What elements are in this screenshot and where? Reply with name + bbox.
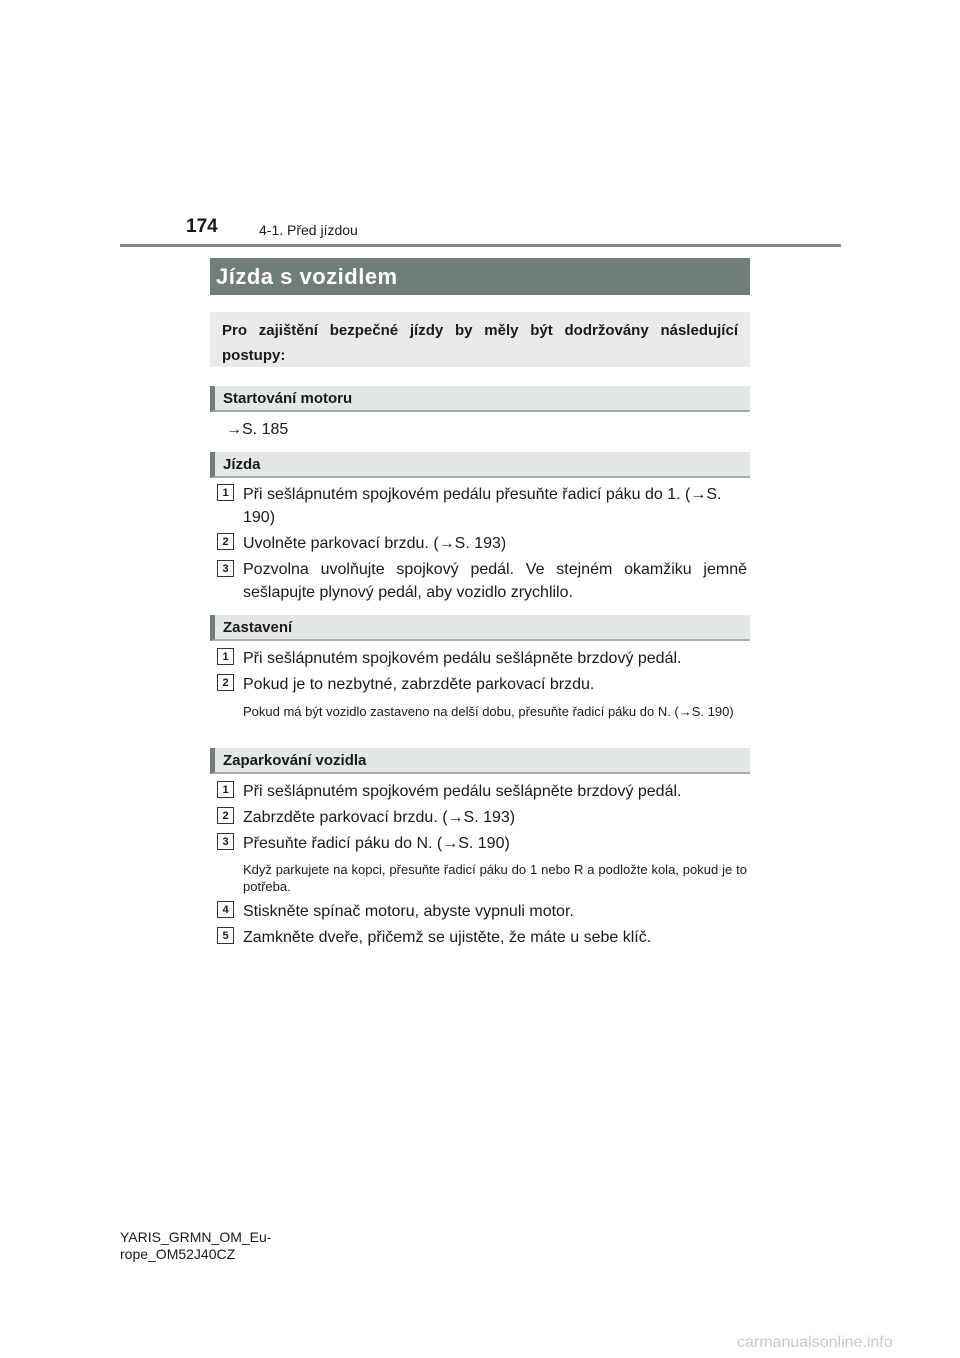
subheading-driving: Jízda bbox=[210, 452, 750, 478]
subheading-parking: Zaparkování vozidla bbox=[210, 748, 750, 774]
step-number-box: 1 bbox=[217, 648, 234, 665]
footer-line: rope_OM52J40CZ bbox=[120, 1246, 236, 1262]
step-text: Pokud je to nezbytné, zabrzděte parkovací brzdu. bbox=[243, 676, 595, 693]
section-label: 4-1. Před jízdou bbox=[259, 222, 358, 238]
step-number-box: 3 bbox=[217, 833, 234, 850]
page-title: Jízda s vozidlem bbox=[210, 258, 750, 295]
step-number-box: 2 bbox=[217, 807, 234, 824]
step-text: Zabrzděte parkovací brzdu. (→S. 193) bbox=[243, 809, 516, 826]
subheading-stopping: Zastavení bbox=[210, 615, 750, 641]
footer-doc-code bbox=[120, 1229, 271, 1263]
step-number-box: 4 bbox=[217, 901, 234, 918]
subheading-starting: Startování motoru bbox=[210, 386, 750, 412]
step-number-box: 1 bbox=[217, 484, 234, 501]
step-number-box: 2 bbox=[217, 674, 234, 691]
watermark: carmanualsonline.info bbox=[737, 1334, 893, 1351]
step-text: Uvolněte parkovací brzdu. (→S. 193) bbox=[243, 535, 507, 552]
note-text: Když parkujete na kopci, přesuňte řadicí páku do 1 nebo R a podložte kola, pokud je to potřeba. bbox=[243, 862, 747, 894]
page-number: 174 bbox=[186, 216, 218, 237]
step-text: Pozvolna uvolňujte spojkový pedál. Ve stejném okamžiku jemně sešlapujte plynový pedál, aby vozidlo zrychlilo. bbox=[243, 561, 747, 601]
intro-box: Pro zajištění bezpečné jízdy by měly být dodržovány následující postupy: bbox=[210, 312, 750, 367]
step-text: Zamkněte dveře, přičemž se ujistěte, že máte u sebe klíč. bbox=[243, 929, 652, 946]
step-number-box: 5 bbox=[217, 927, 234, 944]
step-text: Stiskněte spínač motoru, abyste vypnuli motor. bbox=[243, 903, 574, 920]
footer-line: YARIS_GRMN_OM_Eu- bbox=[120, 1229, 272, 1245]
reference-link[interactable]: →S. 185 bbox=[226, 421, 289, 438]
step-text: Při sešlápnutém spojkovém pedálu sešlápněte brzdový pedál. bbox=[243, 783, 682, 800]
step-number-box: 2 bbox=[217, 533, 234, 550]
step-text: Při sešlápnutém spojkovém pedálu přesuňte řadicí páku do 1. (→S. 190) bbox=[243, 486, 722, 526]
step-number-box: 1 bbox=[217, 781, 234, 798]
step-text: Při sešlápnutém spojkovém pedálu sešlápněte brzdový pedál. bbox=[243, 650, 682, 667]
step-number-box: 3 bbox=[217, 560, 234, 577]
header-rule bbox=[120, 244, 841, 247]
step-text: Přesuňte řadicí páku do N. (→S. 190) bbox=[243, 835, 510, 852]
note-text: Pokud má být vozidlo zastaveno na delší dobu, přesuňte řadicí páku do N. (→S. 190) bbox=[243, 704, 734, 719]
